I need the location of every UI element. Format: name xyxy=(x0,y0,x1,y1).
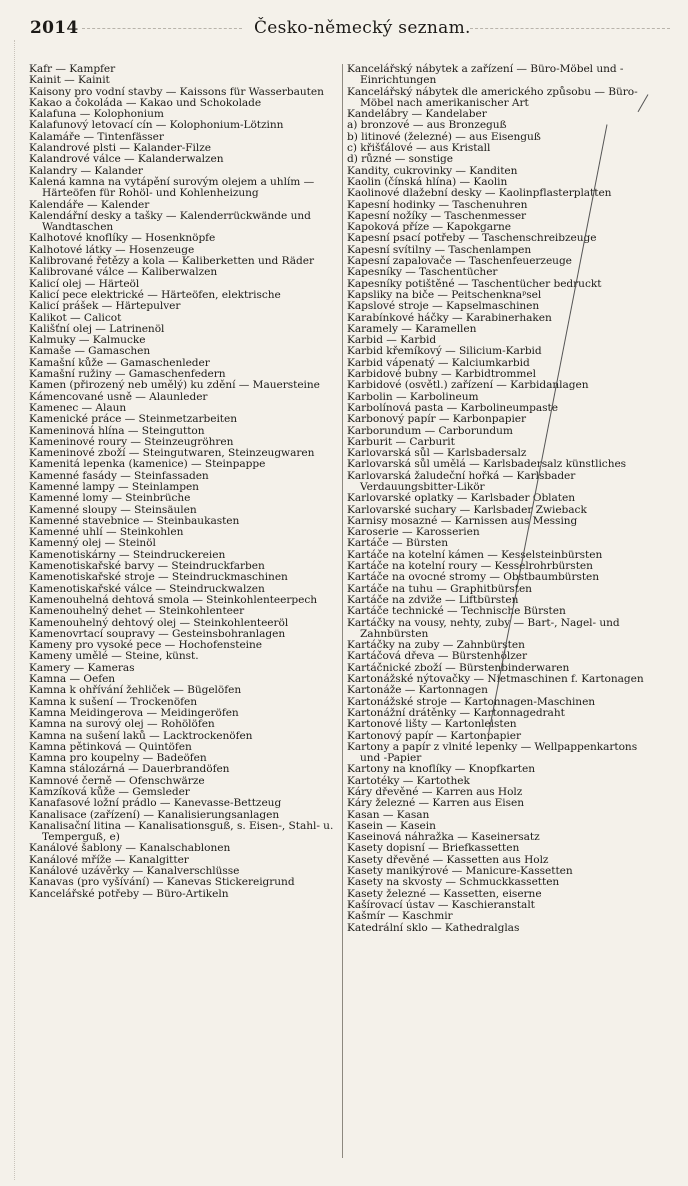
right-column-entry: Karnisy mosazné — Karnissen aus Messing xyxy=(347,514,578,527)
right-column xyxy=(347,64,660,934)
left-column-entry: Kamenné lampy — Steinlampen xyxy=(29,480,199,493)
left-column-entry: Kanalisační litina — Kanalisationsguß, s. Eisen-, Stahl- u. Temperguß, e) xyxy=(29,819,334,844)
left-column-entry: Kamenouhelná dehtová smola — Steinkohlenteerpech xyxy=(29,593,317,606)
left-column-entry: Kalandrové válce — Kalanderwalzen xyxy=(29,153,224,166)
page-edge-marks xyxy=(14,40,17,1180)
left-column-entry: Kalená kamna na vytápění surovým olejem a uhlím — Härteöfen für Rohöl- und Kohlenheizung xyxy=(29,175,315,200)
right-column-entry: Kašírovací ústav — Kaschieranstalt xyxy=(347,898,535,911)
left-column-entry: Kamna pro koupelny — Badeöfen xyxy=(29,752,207,765)
left-column-entry: Kamna Meidingerova — Meidingeröfen xyxy=(29,706,239,719)
left-column-entry: Kamaše — Gamaschen xyxy=(29,345,151,358)
right-column-entry: c) křišťálové — aus Kristall xyxy=(347,142,491,155)
right-column-entry: Kasety dopisní — Briefkassetten xyxy=(347,842,520,855)
right-column-entry: Karborundum — Carborundum xyxy=(347,424,513,437)
right-column-entry: Kapoková příze — Kapokgarne xyxy=(347,221,511,234)
left-column-entry: Kanavas (pro vyšívání) — Kanevas Stickereigrund xyxy=(29,876,295,889)
left-column-entry: Kalikot — Calicot xyxy=(29,311,122,324)
right-column-entry: Kartáče technické — Technische Bürsten xyxy=(347,605,566,618)
right-column-entry: Karbid křemíkový — Silicium-Karbid xyxy=(347,345,542,358)
left-column-entry: Kanálové uzávěrky — Kanalverschlüsse xyxy=(29,865,240,878)
left-column-entry: Kamnové černě — Ofenschwärze xyxy=(29,774,205,787)
left-column-entry: Kamenovrtací soupravy — Gesteinsbohranlagen xyxy=(29,627,286,640)
right-column-entry: Kartáče na zdviže — Liftbürsten xyxy=(347,593,519,606)
page-header xyxy=(30,18,668,40)
right-column-entry: Kapslové stroje — Kapselmaschinen xyxy=(347,300,540,313)
right-column-entry: Karlovarská sůl — Karlsbadersalz xyxy=(347,447,527,460)
left-column-entry: Kamna k sušení — Trockenöfen xyxy=(29,695,198,708)
left-column-entry: Kalhotové knoflíky — Hosenknöpfe xyxy=(29,232,216,245)
right-column-entry: Kartotéky — Kartothek xyxy=(347,774,470,787)
right-column-entry: Kapesníky — Taschentücher xyxy=(347,266,498,279)
page-number: 2014 xyxy=(30,18,79,38)
left-column-entry: Kakao a čokoláda — Kakao und Schokolade xyxy=(29,96,262,109)
right-column-entry: Karlovarská sůl umělá — Karlsbadersalz künstliches xyxy=(347,458,627,471)
right-column-entry: Kapesníky potištěné — Taschentücher bedruckt xyxy=(347,277,602,290)
right-column-entry: Karabínkové háčky — Karabinerhaken xyxy=(347,311,552,324)
left-column-entry: Kamzíková kůže — Gemsleder xyxy=(29,786,190,798)
right-column-entry: Kandelábry — Kandelaber xyxy=(347,108,487,121)
right-column-entry: Karamely — Karamellen xyxy=(347,322,477,335)
right-column-entry: Kartonový papír — Kartonpapier xyxy=(347,729,521,742)
left-column-entry: Kanafasové ložní prádlo — Kanevasse-Bettzeug xyxy=(29,797,282,810)
left-column-entry: Kamenitá lepenka (kamenice) — Steinpappe xyxy=(29,458,266,471)
right-column-entry: Kartony na knoflíky — Knopfkarten xyxy=(347,763,535,776)
right-column-entry: Kasety železné — Kassetten, eiserne xyxy=(347,887,542,900)
right-column-entry: Kasety na skvosty — Schmuckkassetten xyxy=(347,876,560,889)
right-column-entry: Kartáče na kotelní kámen — Kesselsteinbürsten xyxy=(347,548,603,561)
left-column-entry: Kamašní kůže — Gamaschenleder xyxy=(29,356,210,369)
left-column-entry: Kalandrové plsti — Kalander-Filze xyxy=(29,142,211,155)
right-column-entry: Kasety dřevěné — Kassetten aus Holz xyxy=(347,853,549,866)
left-column-entry: Kamna k ohřívání žehliček — Bügelöfen xyxy=(29,684,242,697)
right-column-entry: Kancelářský nábytek dle amerického způsobu — Büro-Möbel nach amerikanischer Art xyxy=(347,85,638,109)
right-column-entry: Kartonové lišty — Kartonleisten xyxy=(347,718,517,731)
left-column xyxy=(29,64,340,900)
left-column-entry: Kamenotiskařské stroje — Steindruckmaschinen xyxy=(29,571,288,584)
left-column-entry: Kamenouhelný dehtový olej — Steinkohlenteeröl xyxy=(29,616,289,629)
left-column-entry: Kalmuky — Kalmucke xyxy=(29,334,146,347)
left-column-entry: Kalafuna — Kolophonium xyxy=(29,108,164,121)
right-column-entry: Kartonážské nýtovačky — Nietmaschinen f. Kartonagen xyxy=(347,673,644,686)
header-rule-left xyxy=(82,28,242,29)
right-column-entry: Karoserie — Karosserien xyxy=(347,526,480,539)
right-column-entry: Kapesní nožíky — Taschenmesser xyxy=(347,209,527,222)
left-column-entry: Kamenotiskařské válce — Steindruckwalzen xyxy=(29,582,265,595)
right-column-entry: Karbid — Karbid xyxy=(347,334,437,347)
right-column-entry: Kandity, cukrovinky — Kanditen xyxy=(347,164,518,177)
right-column-entry: Kancelářský nábytek a zařízení — Büro-Möbel und -Einrichtungen xyxy=(347,63,624,87)
left-column-entry: Kamašní ružiny — Gamaschenfedern xyxy=(29,368,226,381)
right-column-entry: Kapsliky na biče — Peitschenknaᵖsel xyxy=(347,288,542,301)
left-column-entry: Kamenotiskárny — Steindruckereien xyxy=(29,548,226,561)
left-column-entry: Kamenné uhlí — Steinkohlen xyxy=(29,526,184,539)
right-column-entry: Kartáče na kotelní roury — Kesselrohrbürsten xyxy=(347,560,593,573)
left-column-entry: Kalendářní desky a tašky — Kalenderrückwände und Wandtaschen xyxy=(29,209,311,234)
column-divider xyxy=(342,64,343,1158)
left-column-entry: Kalibrované válce — Kaliberwalzen xyxy=(29,266,218,279)
right-column-entry: Karburit — Carburit xyxy=(347,435,455,448)
left-column-entry: Kalendáře — Kalender xyxy=(29,198,150,211)
left-column-entry: Kalicí prášek — Härtepulver xyxy=(29,300,181,313)
right-column-entry: Kartáčová dřeva — Bürstenhölzer xyxy=(347,650,528,663)
left-column-entry: Kamna stálozárná — Dauerbrandöfen xyxy=(29,763,230,776)
left-column-entry: Kameny pro vysoké pece — Hochofensteine xyxy=(29,639,262,652)
right-column-entry: Katedrální sklo — Kathedralglas xyxy=(347,921,520,934)
left-column-entry: Kainit — Kainit xyxy=(29,74,110,87)
left-column-entry: Kamenný olej — Steinöl xyxy=(29,537,156,550)
left-column-entry: Kamenné stavebnice — Steinbaukasten xyxy=(29,514,240,527)
right-column-entry: Kartáče na tuhu — Graphitbürsten xyxy=(347,582,532,595)
right-column-entry: Kartonážské stroje — Kartonnagen-Maschinen xyxy=(347,695,596,708)
right-column-entry: Kartáčky na zuby — Zahnbürsten xyxy=(347,639,525,652)
right-column-entry: Kapesní zapalovače — Taschenfeuerzeuge xyxy=(347,255,572,268)
header-rule-right xyxy=(470,28,670,29)
right-column-entry: Kartony a papír z vlnité lepenky — Wellpappenkartons und -Papier xyxy=(347,740,638,765)
right-column-entry: Kapesní svítilny — Taschenlampen xyxy=(347,243,532,256)
right-column-entry: Kasein — Kasein xyxy=(347,819,436,832)
left-column-entry: Kalandry — Kalander xyxy=(29,164,143,177)
right-column-entry: Káry dřevěné — Karren aus Holz xyxy=(347,786,523,798)
left-column-entry: Kamna na sušení laků — Lacktrockenöfen xyxy=(29,729,253,742)
right-column-entry: Kaolin (čínská hlína) — Kaolin xyxy=(347,175,508,188)
right-column-entry: Kasan — Kasan xyxy=(347,808,430,821)
right-column-entry: Kartáče na ovocné stromy — Obstbaumbürsten xyxy=(347,571,600,584)
right-column-entry: Kartáče — Bürsten xyxy=(347,537,449,550)
right-column-entry: Kaseinová náhražka — Kaseinersatz xyxy=(347,831,540,844)
left-column-entry: Kanálové mříže — Kanalgitter xyxy=(29,853,189,866)
left-column-entry: Kanálové šablony — Kanalschablonen xyxy=(29,842,231,855)
left-column-entry: Kalicí pece elektrické — Härteöfen, elektrische xyxy=(29,288,281,301)
left-column-entry: Kafr — Kampfer xyxy=(29,63,116,75)
left-column-entry: Kaisony pro vodní stavby — Kaissons für Wasserbauten xyxy=(29,85,324,98)
right-column-entry: Kartonážní drátěnky — Kartonnagedraht xyxy=(347,706,565,719)
left-column-entry: Kalicí olej — Härteöl xyxy=(29,277,140,290)
left-column-entry: Kalibrované řetězy a kola — Kaliberketten und Räder xyxy=(29,255,314,268)
left-column-entry: Kališťní olej — Latrinenöl xyxy=(29,322,165,335)
right-column-entry: b) litinové (železné) — aus Eisenguß xyxy=(347,130,541,143)
left-column-entry: Kamenné fasády — Steinfassaden xyxy=(29,469,209,482)
left-column-entry: Kalafunový letovací cín — Kolophonium-Lötzinn xyxy=(29,119,284,132)
left-column-entry: Kameny umělé — Steine, künst. xyxy=(29,650,199,663)
right-column-entry: Kapesní hodinky — Taschenuhren xyxy=(347,198,528,211)
right-column-entry: Karbonový papír — Karbonpapier xyxy=(347,413,527,426)
left-column-entry: Kamna pětinková — Quintöfen xyxy=(29,740,192,753)
right-column-entry: Kasety manikýrové — Manicure-Kassetten xyxy=(347,865,573,878)
left-column-entry: Kamenouhelný dehet — Steinkohlenteer xyxy=(29,605,245,618)
right-column-entry: Kapesní psací potřeby — Taschenschreibzeuge xyxy=(347,232,597,245)
right-column-entry: Kašmír — Kaschmir xyxy=(347,910,453,923)
left-column-entry: Kameninové zboží — Steingutwaren, Steinzeugwaren xyxy=(29,447,315,460)
right-column-entry: Karlovarská žaludeční hořká — Karlsbader Verdauungsbitter-Likör xyxy=(347,469,576,493)
right-column-entry: Kartáčky na vousy, nehty, zuby — Bart-, Nagel- und Zahnbürsten xyxy=(347,616,620,640)
left-column-entry: Kamna na surový olej — Rohölöfen xyxy=(29,718,215,731)
page-title: Česko-německý seznam. xyxy=(254,18,471,38)
right-column-entry: Kartonáže — Kartonnagen xyxy=(347,684,488,697)
left-column-entry: Kameninová hlína — Steingutton xyxy=(29,424,205,437)
left-column-entry: Kanalisace (zařízení) — Kanalisierungsanlagen xyxy=(29,808,280,821)
right-column-entry: Karbidové (osvětl.) zařízení — Karbidanlagen xyxy=(347,379,589,392)
right-column-entry: Karbidové bubny — Karbidtrommel xyxy=(347,368,536,381)
right-column-entry: Kartáčnické zboží — Bürstenbinderwaren xyxy=(347,661,570,674)
left-column-entry: Kamery — Kameras xyxy=(29,661,135,674)
right-column-entry: a) bronzové — aus Bronzeguß xyxy=(347,119,507,132)
left-column-entry: Kancelářské potřeby — Büro-Artikeln xyxy=(29,887,229,900)
left-column-entry: Kameninové roury — Steinzeugröhren xyxy=(29,435,234,448)
right-column-entry: Karbolin — Karbolineum xyxy=(347,390,479,403)
left-column-entry: Kámencované usně — Alaunleder xyxy=(29,390,208,403)
right-column-entry: Káry železné — Karren aus Eisen xyxy=(347,797,525,810)
left-column-entry: Kamenec — Alaun xyxy=(29,401,127,414)
right-column-entry: Kaolinové dlažební desky — Kaolinpflasterplatten xyxy=(347,187,612,200)
left-column-entry: Kamenické práce — Steinmetzarbeiten xyxy=(29,413,238,426)
right-column-entry: Karlovarské suchary — Karlsbader Zwieback xyxy=(347,503,587,516)
right-column-entry: Karbid vápenatý — Kalciumkarbid xyxy=(347,356,530,369)
right-column-entry: d) různé — sonstige xyxy=(347,153,453,166)
left-column-entry: Kamenné sloupy — Steinsäulen xyxy=(29,503,197,516)
right-column-entry: Karlovarské oplatky — Karlsbader Oblaten xyxy=(347,492,575,505)
left-column-entry: Kamen (přirozený neb umělý) ku zdění — Mauersteine xyxy=(29,379,320,392)
left-column-entry: Kamenné lomy — Steinbrüche xyxy=(29,492,191,505)
left-column-entry: Kalhotové látky — Hosenzeuge xyxy=(29,243,195,256)
right-column-entry: Karbolínová pasta — Karbolineumpaste xyxy=(347,401,558,414)
left-column-entry: Kalamáře — Tintenfässer xyxy=(29,130,164,143)
left-column-entry: Kamna — Oefen xyxy=(29,673,116,686)
left-column-entry: Kamenotiskařské barvy — Steindruckfarben xyxy=(29,560,265,573)
